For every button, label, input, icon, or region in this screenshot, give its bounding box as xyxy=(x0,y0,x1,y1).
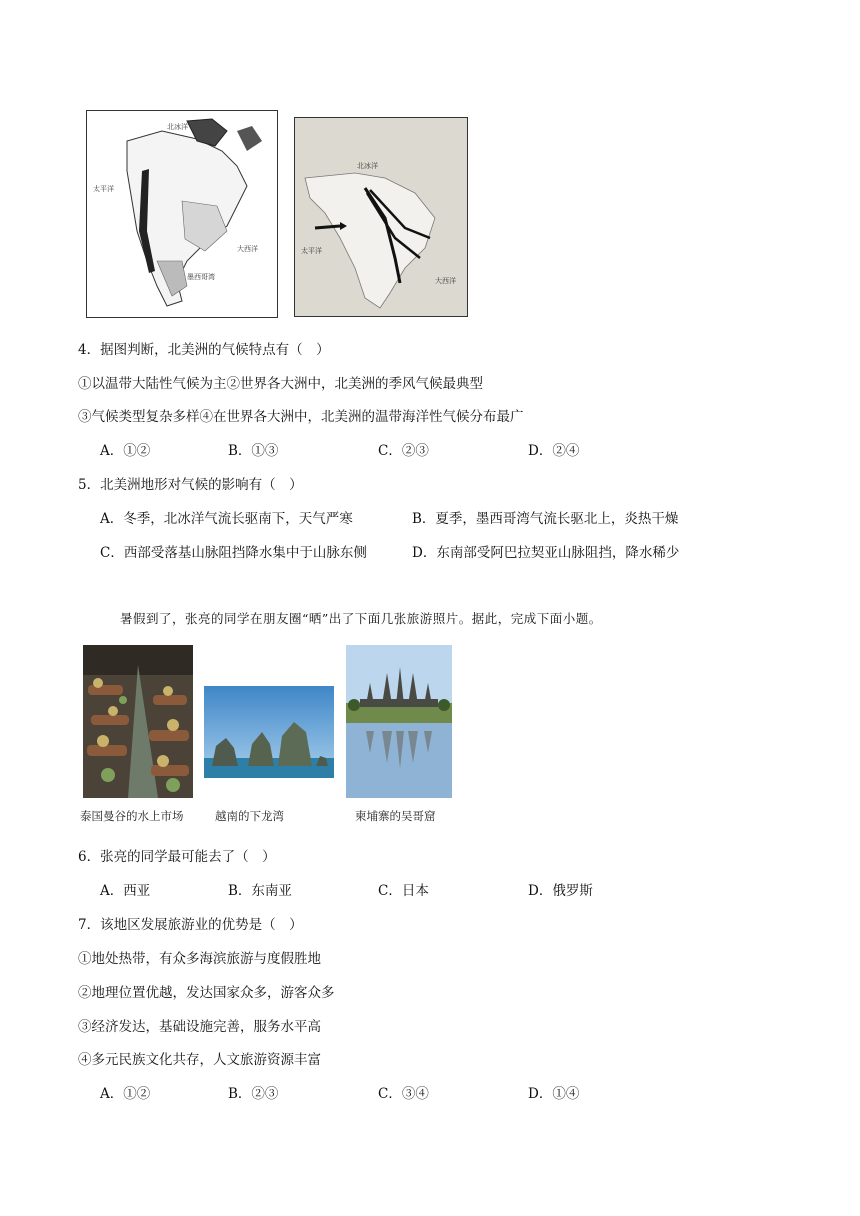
photo-caption-bangkok: 泰国曼谷的水上市场 xyxy=(80,809,184,823)
q7-statement-4: ④多元民族文化共存，人文旅游资源丰富 xyxy=(78,1052,321,1068)
map-label-pacific: 太平洋 xyxy=(93,185,114,193)
map-label-atlantic: 大西洋 xyxy=(237,245,258,253)
q4-option-b[interactable]: B．①③ xyxy=(228,443,279,459)
north-america-climate-map xyxy=(86,110,278,318)
q6-option-d[interactable]: D．俄罗斯 xyxy=(528,883,593,899)
airflow-map-label-atlantic: 大西洋 xyxy=(435,277,456,285)
q7-option-c[interactable]: C．③④ xyxy=(378,1086,429,1102)
bangkok-floating-market-photo xyxy=(83,645,193,798)
angkor-wat-photo xyxy=(346,645,452,798)
q7-option-d[interactable]: D．①④ xyxy=(528,1086,580,1102)
q4-option-d[interactable]: D．②④ xyxy=(528,443,580,459)
q5-stem: 5．北美洲地形对气候的影响有（ ） xyxy=(78,477,303,493)
photo-caption-halong: 越南的下龙湾 xyxy=(215,809,284,823)
q7-statement-1: ①地处热带，有众多海滨旅游与度假胜地 xyxy=(78,951,321,967)
airflow-map-label-pacific: 太平洋 xyxy=(301,247,322,255)
q7-option-a[interactable]: A．①② xyxy=(100,1086,151,1102)
q7-statement-2: ②地理位置优越，发达国家众多，游客众多 xyxy=(78,985,335,1001)
q7-stem: 7．该地区发展旅游业的优势是（ ） xyxy=(78,917,303,933)
q5-option-c[interactable]: C．西部受落基山脉阻挡降水集中于山脉东侧 xyxy=(100,545,367,561)
q6-option-a[interactable]: A．西亚 xyxy=(100,883,151,899)
q5-option-d[interactable]: D．东南部受阿巴拉契亚山脉阻挡，降水稀少 xyxy=(412,545,680,561)
north-america-airflow-map xyxy=(294,117,468,317)
halong-bay-photo xyxy=(204,686,334,778)
q5-option-a[interactable]: A．冬季，北冰洋气流长驱南下，天气严寒 xyxy=(100,511,353,527)
q6-option-b[interactable]: B．东南亚 xyxy=(228,883,292,899)
climate-map-drawing xyxy=(87,111,277,317)
q7-option-b[interactable]: B．②③ xyxy=(228,1086,279,1102)
q4-option-a[interactable]: A．①② xyxy=(100,443,151,459)
photo-intro-text: 暑假到了，张亮的同学在朋友圈“晒”出了下面几张旅游照片。据此，完成下面小题。 xyxy=(120,611,602,626)
q5-option-b[interactable]: B．夏季，墨西哥湾气流长驱北上，炎热干燥 xyxy=(412,511,679,527)
q4-statement-1: ①以温带大陆性气候为主②世界各大洲中，北美洲的季风气候最典型 xyxy=(78,376,483,392)
q4-statement-2: ③气候类型复杂多样④在世界各大洲中，北美洲的温带海洋性气候分布最广 xyxy=(78,409,524,425)
q6-option-c[interactable]: C．日本 xyxy=(378,883,429,899)
map-label-gulf: 墨西哥湾 xyxy=(187,273,215,281)
q6-stem: 6．张亮的同学最可能去了（ ） xyxy=(78,849,276,865)
airflow-map-drawing xyxy=(295,118,467,316)
airflow-map-label-arctic: 北冰洋 xyxy=(357,162,378,170)
q4-stem: 4．据图判断，北美洲的气候特点有（ ） xyxy=(78,342,330,358)
photo-caption-angkor: 柬埔寨的吴哥窟 xyxy=(355,809,436,823)
q7-statement-3: ③经济发达，基础设施完善，服务水平高 xyxy=(78,1019,321,1035)
map-label-arctic: 北冰洋 xyxy=(167,123,188,131)
q4-option-c[interactable]: C．②③ xyxy=(378,443,429,459)
